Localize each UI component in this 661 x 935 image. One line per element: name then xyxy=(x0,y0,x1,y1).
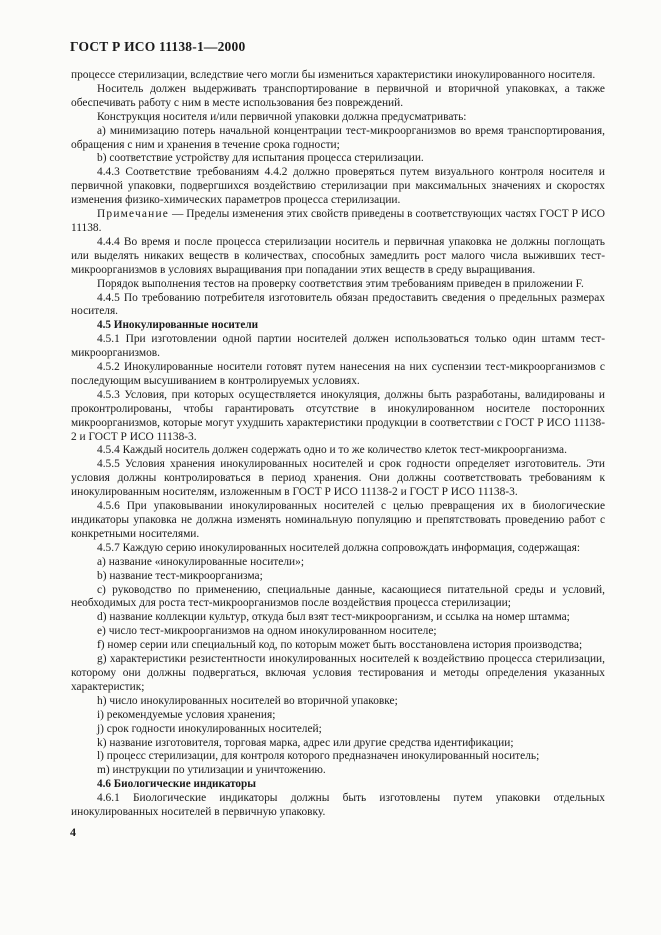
section-heading: 4.6 Биологические индикаторы xyxy=(97,778,256,791)
paragraph: 4.4.5 По требованию потребителя изготовитель обязан предоставить сведения о предельных размерах носителя. xyxy=(71,291,605,318)
paragraph: 4.4.3 Соответствие требованиям 4.4.2 должно проверяться путем визуального контроля носителя и первичной упаковки, подвергшихся воздействию стерилизации при максимальных значениях и скоростях изменения физико-химических параметров процесса стерилизации. xyxy=(71,166,605,207)
section-heading: 4.5 Инокулированные носители xyxy=(97,319,259,332)
paragraph: Порядок выполнения тестов на проверку соответствия этим требованиям приведен в приложении F. xyxy=(97,277,584,290)
paragraph: 4.5.6 При упаковывании инокулированных носителей с целью превращения их в биологические индикаторы упаковка не должна изменять номинальную популяцию и препятствовать проведению работ с конкретными носителями. xyxy=(71,500,605,540)
list-item: a) название «инокулированные носители»; xyxy=(97,555,304,568)
paragraph: Носитель должен выдерживать транспортирование в первичной и вторичной упаковках, а также обеспечивать работу с ним в месте использования без повреждений. xyxy=(71,82,605,109)
page-number: 4 xyxy=(70,825,76,839)
note-paragraph: Примечание — Пределы изменения этих свойств приведены в соответствующих частях ГОСТ Р ИСО 11138. xyxy=(71,208,605,234)
list-item: b) название тест-микроорганизма; xyxy=(97,569,263,582)
paragraph: 4.5.5 Условия хранения инокулированных носителей и срок годности определяет изготовитель. Эти условия должны контролироваться в период хранения. Они должны соответствовать требованиям к инокулированным носителям, изложенным в ГОСТ Р ИСО 11138-2 и ГОСТ Р ИСО 11138-3. xyxy=(71,458,605,499)
list-item: l) процесс стерилизации, для контроля которого предназначен инокулированный носитель; xyxy=(97,750,540,763)
list-item: e) число тест-микроорганизмов на одном инокулированном носителе; xyxy=(97,625,437,638)
list-item: f) номер серии или специальный код, по которым может быть восстановлена история производства; xyxy=(97,639,583,652)
paragraph: 4.5.3 Условия, при которых осуществляется инокуляция, должны быть разработаны, валидированы и проконтролированы, чтобы гарантировать отсутствие в инокулированном носителе посторонних микроорганизмов, которые могут ухудшить характеристики продукции в соответствии с ГОСТ Р ИСО 11138-2 и ГОСТ Р ИСО 11138-3. xyxy=(71,388,605,443)
list-item: g) характеристики резистентности инокулированных носителей к воздействию процесса стерилизации, которому они должны подвергаться, включая условия тестирования и методы определения указанных характеристик; xyxy=(71,653,605,693)
paragraph: процессе стерилизации, вследствие чего могли бы измениться характеристики инокулированного носителя. xyxy=(71,69,596,81)
list-item: h) число инокулированных носителей во вторичной упаковке; xyxy=(97,694,398,707)
note-label: Примечание xyxy=(97,208,170,221)
page-header: ГОСТ Р ИСО 11138-1—2000 xyxy=(70,39,246,54)
list-item: c) руководство по применению, специальные данные, касающиеся питательной среды и условий, необходимых для роста тест-микроорганизмов после воздействия процесса стерилизации; xyxy=(71,583,605,610)
paragraph: 4.5.1 При изготовлении одной партии носителей должен использоваться только один штамм тест-микроорганизмов. xyxy=(71,333,605,360)
list-item: j) срок годности инокулированных носителей; xyxy=(97,722,322,735)
paragraph: 4.6.1 Биологические индикаторы должны быть изготовлены путем упаковки отдельных инокулированных носителей в первичную упаковку. xyxy=(71,792,605,819)
list-item: i) рекомендуемые условия хранения; xyxy=(97,708,276,721)
list-item: k) название изготовителя, торговая марка, адрес или другие средства идентификации; xyxy=(97,736,514,749)
list-item: a) минимизацию потерь начальной концентрации тест-микроорганизмов во время транспортирования, обращения с ним и хранения в течение срока годности; xyxy=(71,124,605,151)
list-item: m) инструкции по утилизации и уничтожению. xyxy=(97,764,326,777)
paragraph: 4.5.4 Каждый носитель должен содержать одно и то же количество клеток тест-микроорганизма. xyxy=(97,444,567,457)
paragraph: Конструкция носителя и/или первичной упаковки должна предусматривать: xyxy=(97,110,467,123)
paragraph: 4.5.2 Инокулированные носители готовят путем нанесения на них суспензии тест-микроорганизмов с последующим высушиванием в контролируемых условиях. xyxy=(71,361,605,387)
paragraph: 4.5.7 Каждую серию инокулированных носителей должна сопровождать информация, содержащая: xyxy=(97,541,581,554)
list-item: b) соответствие устройству для испытания процесса стерилизации. xyxy=(97,152,424,165)
list-item: d) название коллекции культур, откуда был взят тест-микроорганизм, и ссылка на номер штамма; xyxy=(97,611,570,624)
document-body xyxy=(71,69,605,820)
paragraph: 4.4.4 Во время и после процесса стерилизации носитель и первичная упаковка не должны поглощать или выделять никаких веществ в количествах, способных замедлить рост малого числа выживших тест-микроорганизмов в условиях выращивания при попадании этих веществ в среду выращивания. xyxy=(71,235,605,276)
